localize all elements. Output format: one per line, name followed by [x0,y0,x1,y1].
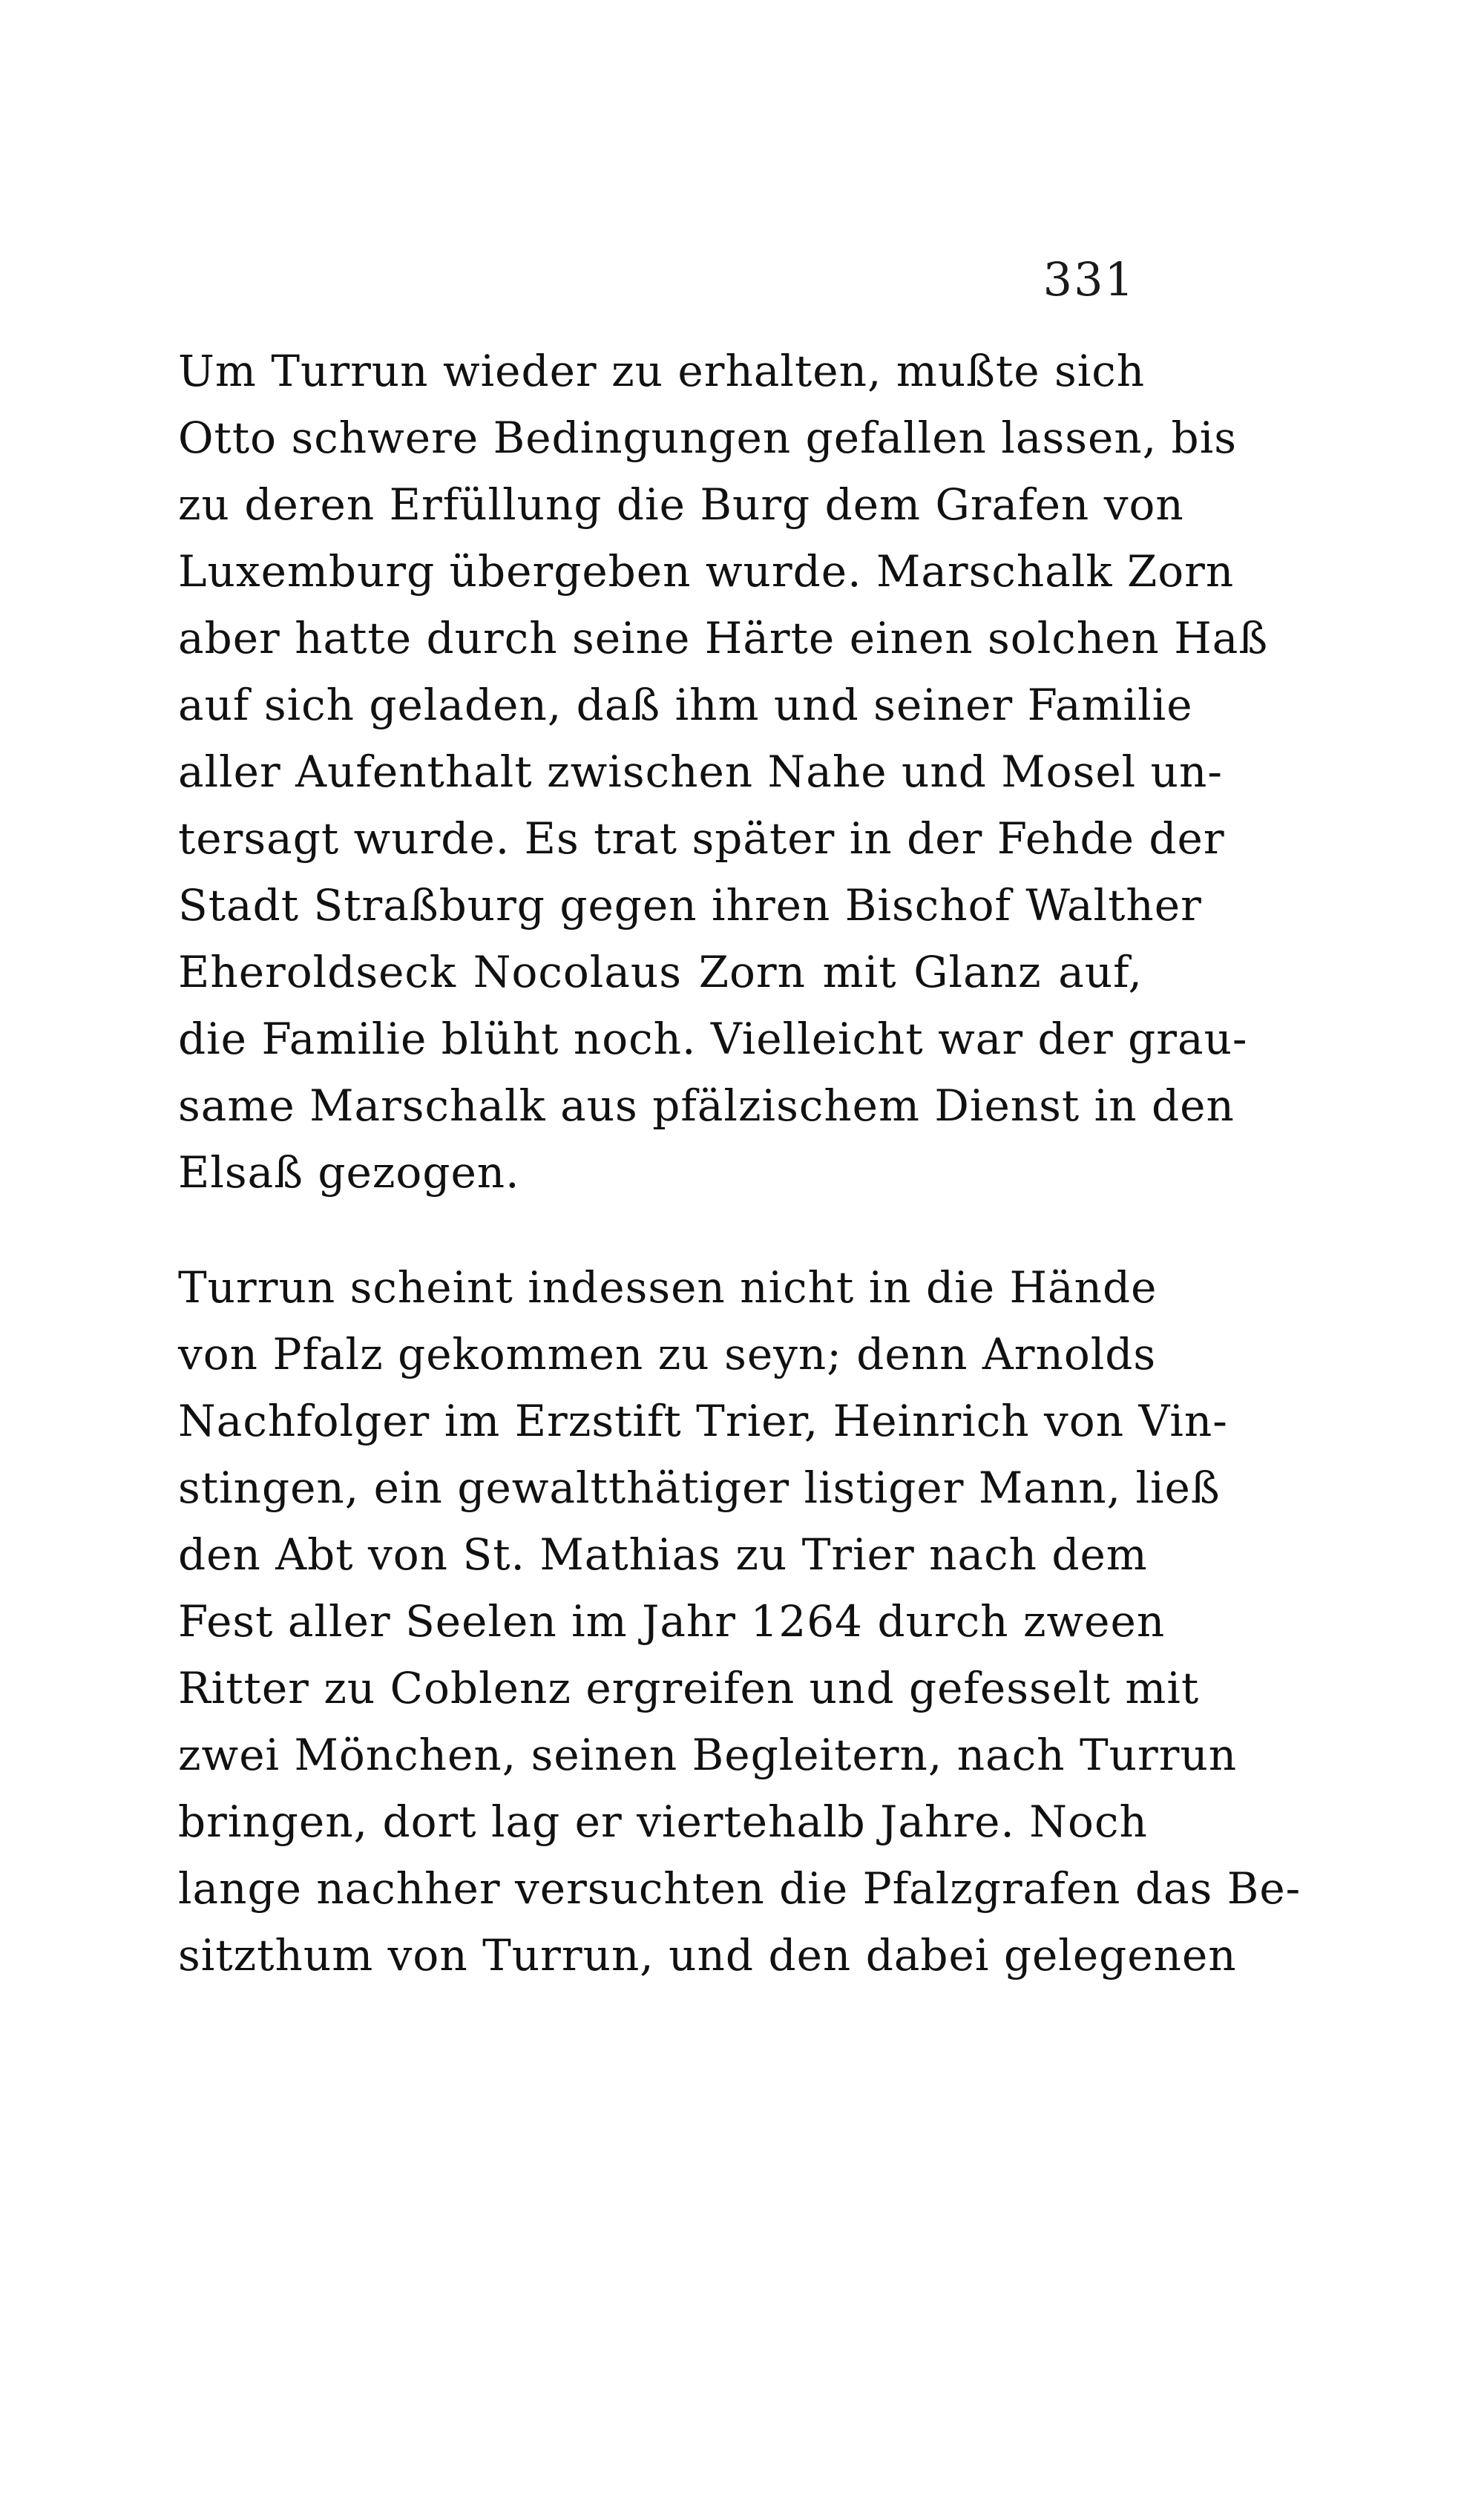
paragraph-1 [178,338,1269,1206]
text-line: Luxemburg übergeben wurde. Marschalk Zorn [178,546,1235,597]
text-line: bringen, dort lag er viertehalb Jahre. Noch [178,1796,1148,1847]
text-line: lange nachher versuchten die Pfalzgrafen das Be- [178,1863,1301,1914]
text-line: auf sich geladen, daß ihm und seiner Familie [178,680,1193,730]
text-line: aber hatte durch seine Härte einen solchen Haß [178,613,1269,663]
text-line: zu deren Erfüllung die Burg dem Grafen von [178,479,1184,530]
text-line: stingen, ein gewaltthätiger listiger Mann, ließ [178,1463,1221,1513]
text-line: Nachfolger im Erzstift Trier, Heinrich von Vin- [178,1396,1228,1446]
page-number: 331 [1043,252,1135,306]
text-line: den Abt von St. Mathias zu Trier nach dem [178,1529,1148,1580]
text-line: Otto schwere Bedingungen gefallen lassen, bis [178,413,1238,463]
text-line: Ritter zu Coblenz ergreifen und gefesselt mit [178,1663,1200,1713]
text-line: Elsaß gezogen. [178,1147,520,1198]
text-line: die Familie blüht noch. Vielleicht war der grau- [178,1014,1248,1064]
paragraph-2 [178,1254,1301,1989]
text-line: Stadt Straßburg gegen ihren Bischof Walther [178,880,1202,931]
text-line: Turrun scheint indessen nicht in die Hände [178,1262,1158,1313]
text-line: zwei Mönchen, seinen Begleitern, nach Turrun [178,1730,1238,1780]
text-line: Eheroldseck Nocolaus Zorn mit Glanz auf, [178,947,1143,997]
text-line: same Marschalk aus pfälzischem Dienst in den [178,1080,1235,1131]
text-line: von Pfalz gekommen zu seyn; denn Arnolds [178,1329,1157,1379]
text-line: aller Aufenthalt zwischen Nahe und Mosel un- [178,746,1223,797]
text-line: tersagt wurde. Es trat später in der Fehde der [178,813,1225,864]
text-line: Fest aller Seelen im Jahr 1264 durch zween [178,1596,1166,1647]
text-line: sitzthum von Turrun, und den dabei gelegenen [178,1930,1237,1981]
text-line: Um Turrun wieder zu erhalten, mußte sich [178,346,1146,396]
